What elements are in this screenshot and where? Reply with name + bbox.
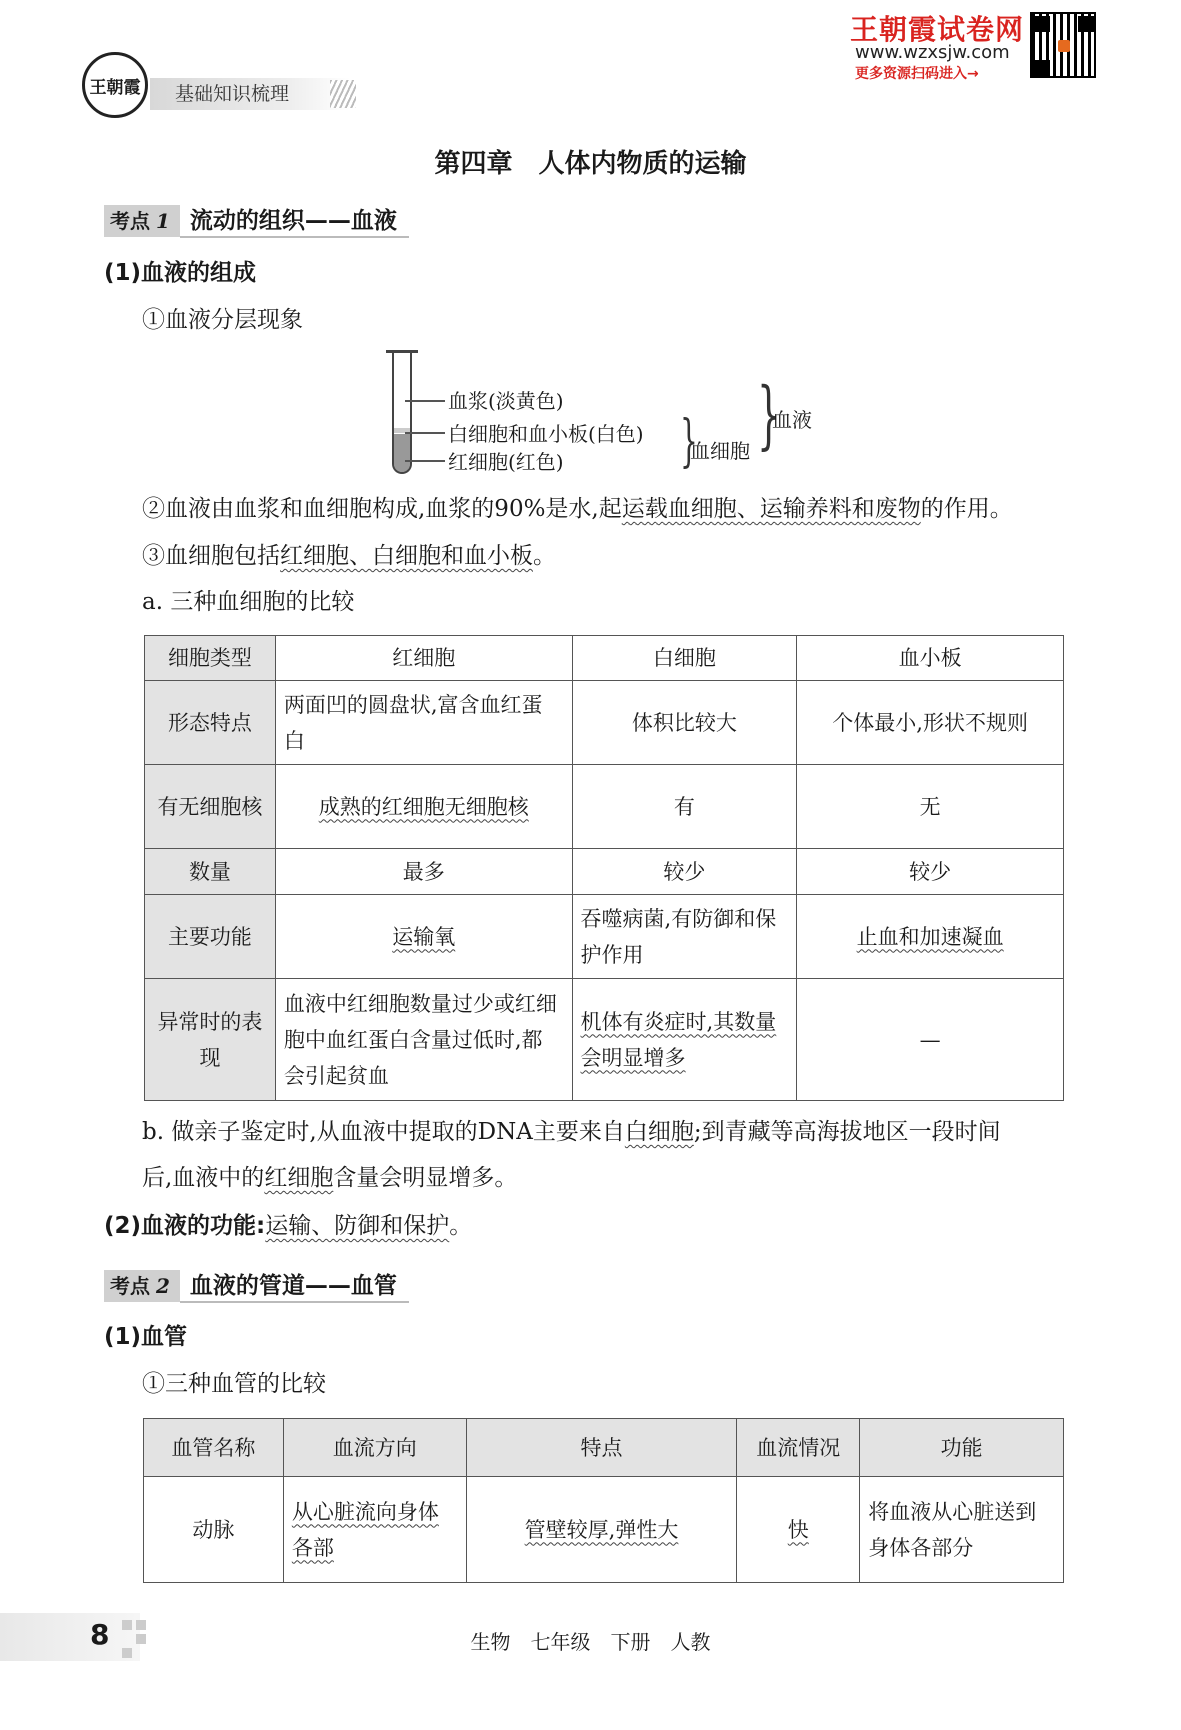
- list-item: ①三种血管的比较: [142, 1371, 326, 1397]
- section-heading: (1)血液的组成: [104, 260, 257, 286]
- brand-name[interactable]: 王朝霞试卷网: [850, 13, 1025, 46]
- list-item: ③血细胞包括红细胞、白细胞和血小板。: [142, 543, 556, 569]
- paragraph: b. 做亲子鉴定时,从血液中提取的DNA主要来自白细胞;到青藏等高海拔地区一段时间: [142, 1119, 1001, 1145]
- kaodian-number: 1: [156, 209, 170, 233]
- publisher-logo: 王朝霞: [82, 52, 148, 118]
- kaodian-tag: 考点: [110, 209, 150, 233]
- section-heading: (1)血管: [104, 1324, 188, 1350]
- blood-cell-table: [144, 635, 1064, 1101]
- test-tube-icon: [392, 352, 412, 474]
- table-header: 血小板: [797, 636, 1064, 681]
- table-header: 血管名称: [144, 1419, 284, 1477]
- table-header: 功能: [860, 1419, 1064, 1477]
- kaodian-title: 血液的管道——血管: [180, 1271, 409, 1303]
- table-header: 细胞类型: [145, 636, 276, 681]
- table-row: 形态特点 两面凹的圆盘状,富含血红蛋白 体积比较大 个体最小,形状不规则: [145, 681, 1064, 765]
- brand-url[interactable]: www.wzxsjw.com: [855, 42, 1010, 63]
- table-row: 异常时的表现 血液中红细胞数量过少或红细胞中血红蛋白含量过低时,都会引起贫血 机体有炎症时,其数量会明显增多 —: [145, 979, 1064, 1101]
- kaodian-1-heading: [104, 205, 409, 237]
- sub-heading: a. 三种血细胞的比较: [142, 589, 355, 615]
- table-row: 数量 最多 较少 较少: [145, 849, 1064, 895]
- red-cell-label: 红细胞(红色): [448, 450, 564, 474]
- page-number: 8: [90, 1618, 110, 1651]
- table-row: 主要功能 运输氧 吞噬病菌,有防御和保护作用 止血和加速凝血: [145, 895, 1064, 979]
- header-stripes: [330, 80, 356, 108]
- kaodian-number: 2: [156, 1274, 170, 1298]
- footer-text: 生物 七年级 下册 人教: [470, 1630, 711, 1654]
- section-label: 基础知识梳理: [150, 78, 350, 110]
- table-header: 血流情况: [737, 1419, 860, 1477]
- leader-line: [405, 460, 445, 462]
- kaodian-title: 流动的组织——血液: [180, 206, 409, 238]
- kaodian-2-heading: [104, 1270, 409, 1302]
- blood-vessel-table: [143, 1418, 1064, 1583]
- kaodian-tag: 考点: [110, 1274, 150, 1298]
- leader-line: [405, 400, 445, 402]
- table-header: 特点: [466, 1419, 737, 1477]
- section-heading: (2)血液的功能:运输、防御和保护。: [104, 1213, 473, 1239]
- blood-label: 血液: [772, 408, 812, 432]
- list-item: ①血液分层现象: [142, 307, 303, 333]
- table-row: 有无细胞核 成熟的红细胞无细胞核 有 无: [145, 765, 1064, 849]
- paragraph: 后,血液中的红细胞含量会明显增多。: [142, 1165, 518, 1191]
- plasma-label: 血浆(淡黄色): [448, 389, 564, 413]
- table-header: 白细胞: [572, 636, 797, 681]
- qr-center-mark: [1058, 40, 1070, 52]
- chapter-title: 第四章 人体内物质的运输: [434, 149, 747, 179]
- brace-icon: }: [757, 372, 781, 458]
- brand-more-link[interactable]: 更多资源扫码进入→: [855, 66, 979, 82]
- leader-line: [405, 432, 445, 434]
- table-header: 红细胞: [275, 636, 572, 681]
- table-header: 血流方向: [283, 1419, 466, 1477]
- white-cell-label: 白细胞和血小板(白色): [448, 422, 644, 446]
- list-item: ②血液由血浆和血细胞构成,血浆的90%是水,起运载血细胞、运输养料和废物的作用。: [142, 496, 1013, 522]
- brace-icon: }: [680, 409, 698, 474]
- blood-cells-label: 血细胞: [690, 439, 750, 463]
- table-row: 动脉 从心脏流向身体各部 管壁较厚,弹性大 快 将血液从心脏送到身体各部分: [144, 1477, 1064, 1583]
